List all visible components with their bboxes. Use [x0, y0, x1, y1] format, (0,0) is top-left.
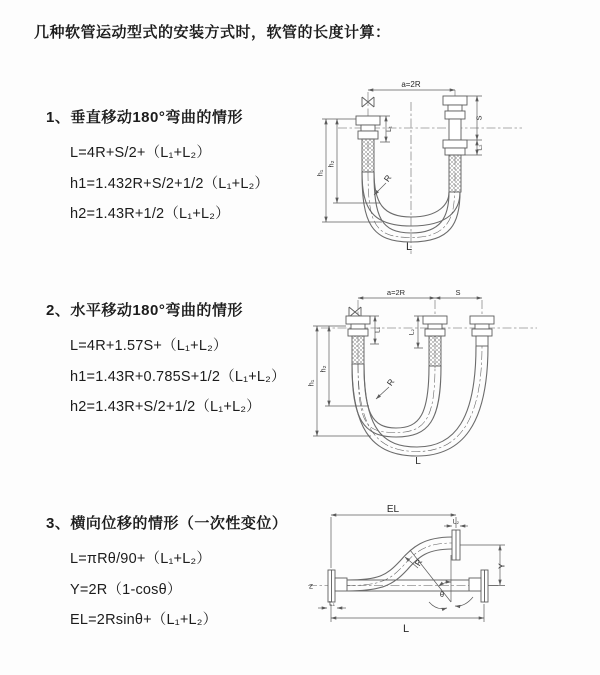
section-3-formulas	[70, 544, 287, 636]
middle-pipe-fitting	[423, 316, 447, 366]
dim-label-h2: h₂	[326, 160, 336, 168]
dim-label-y: Y	[496, 563, 507, 569]
formula-length: L=4R+1.57S+（L₁+L₂）	[70, 338, 228, 354]
diagram-vertical-180-bend	[310, 76, 595, 258]
section-1	[46, 106, 269, 230]
dim-label-l1: L₁	[386, 126, 393, 132]
angle-label-theta: θ	[439, 590, 445, 599]
el-dimension	[331, 504, 456, 568]
left-pipe-fitting	[346, 316, 370, 364]
formula-el: EL=2Rsinθ+（L₁+L₂）	[70, 612, 218, 628]
section-2-formulas	[70, 331, 286, 423]
diagram-horizontal-180-bend	[305, 286, 595, 468]
section-1-heading: 1、垂直移动180°弯曲的情形	[46, 109, 243, 126]
dim-label-l: L	[402, 623, 410, 635]
valve-icon	[349, 307, 361, 317]
section-3-heading: 3、横向位移的情形（一次性变位）	[46, 515, 288, 532]
formula-h1: h1=1.432R+S/2+1/2（L₁+L₂）	[70, 175, 270, 192]
left-flange	[328, 570, 347, 602]
break-mark: Z	[309, 583, 313, 591]
dim-label-a2r: a=2R	[386, 288, 406, 297]
dim-label-l1: L₁	[329, 600, 335, 608]
right-pipe-fitting	[470, 316, 494, 346]
dim-label-a2r: a=2R	[401, 80, 421, 89]
section-2	[46, 299, 286, 423]
formula-y: Y=2R（1-cosθ）	[70, 581, 182, 598]
upper-flange	[452, 530, 460, 560]
section-1-formulas	[70, 138, 269, 230]
right-flange	[469, 570, 488, 602]
section-3	[46, 512, 287, 636]
hose-curves-position-1	[352, 364, 441, 437]
l-dimension	[331, 604, 484, 635]
formula-length: L=πRθ/90+（L₁+L₂）	[70, 551, 212, 567]
hose-curves-position-2	[352, 346, 488, 456]
radius-callout	[405, 557, 424, 568]
left-pipe-fitting	[356, 116, 380, 172]
dim-label-l2: L₂	[452, 518, 460, 526]
l1-dimension	[370, 316, 382, 344]
right-pipe-fitting	[443, 96, 467, 192]
l1-dimension	[318, 601, 346, 609]
dim-label-l1: L₁	[374, 327, 382, 333]
dim-label-s: S	[474, 115, 484, 121]
dim-label-r: R	[384, 376, 397, 388]
l2-dimension	[444, 519, 468, 527]
s-dimension	[465, 96, 484, 155]
theta-construction	[410, 550, 473, 609]
dim-label-s: S	[455, 288, 461, 297]
diagram-lateral-displacement	[298, 500, 598, 655]
l1-dimension	[380, 116, 393, 142]
dim-label-r: R	[381, 172, 394, 184]
formula-h1: h1=1.43R+0.785S+1/2（L₁+L₂）	[70, 368, 286, 385]
formula-length: L=4R+S/2+（L₁+L₂）	[70, 145, 212, 161]
dim-label-l-bottom: L	[405, 241, 413, 253]
formula-h2: h2=1.43R+S/2+1/2（L₁+L₂）	[70, 399, 261, 415]
top-dimension	[368, 80, 455, 90]
l2-dimension	[409, 316, 424, 348]
dim-label-l2: L₂	[408, 328, 416, 336]
radius-callout	[374, 173, 393, 195]
dim-label-l2: L₂	[476, 144, 484, 151]
radius-callout	[376, 377, 396, 399]
dim-label-h1: h₁	[306, 379, 316, 387]
page-title: 几种软管运动型式的安装方式时，软管的长度计算：	[34, 24, 391, 41]
dim-label-h1: h₁	[315, 169, 325, 177]
top-dimension	[358, 288, 482, 298]
dim-label-r: R	[412, 557, 425, 568]
formula-h2: h2=1.43R+1/2（L₁+L₂）	[70, 206, 230, 222]
dim-label-l-bottom: L	[415, 456, 421, 467]
section-2-heading: 2、水平移动180°弯曲的情形	[46, 302, 243, 319]
dim-label-el: EL	[386, 504, 400, 515]
dim-label-h2: h₂	[318, 365, 328, 373]
